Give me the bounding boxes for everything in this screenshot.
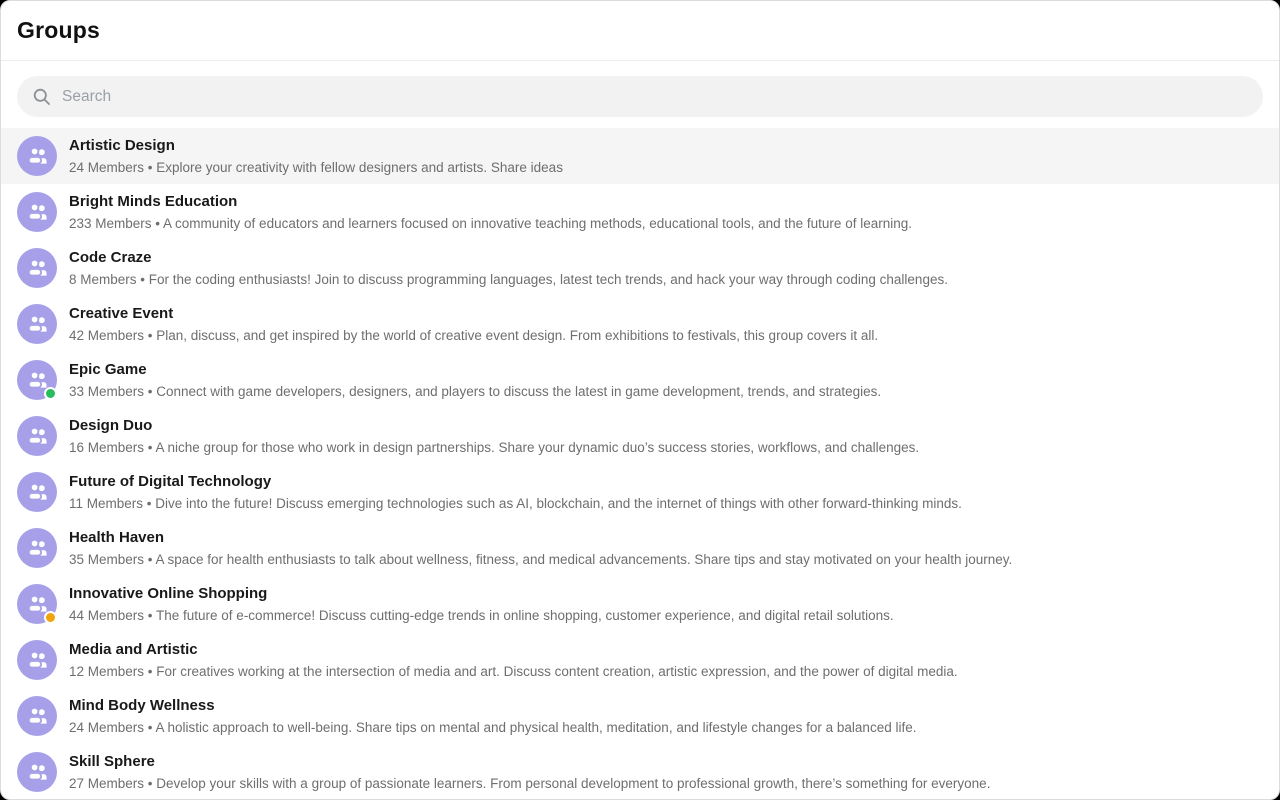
group-list-item[interactable]: [1, 464, 1279, 520]
group-meta: 42 Members • Plan, discuss, and get inspired by the world of creative event design. From exhibitions to festivals, this group covers it all.: [69, 328, 879, 343]
group-avatar: [17, 752, 57, 792]
group-list-item[interactable]: [1, 632, 1279, 688]
group-list-item[interactable]: [1, 576, 1279, 632]
group-people-icon: [17, 752, 57, 792]
group-list-item[interactable]: [1, 744, 1279, 800]
page-title: Groups: [17, 17, 100, 43]
group-avatar: [17, 640, 57, 680]
group-people-icon: [17, 304, 57, 344]
app-header: [1, 1, 1279, 61]
group-info: [69, 472, 962, 512]
search-icon: [31, 86, 52, 107]
group-avatar: [17, 528, 57, 568]
group-info: [69, 696, 916, 736]
group-meta: 35 Members • A space for health enthusiasts to talk about wellness, fitness, and medical advancements. Share tips and stay motivated on your health journey.: [69, 552, 1013, 567]
group-list-item[interactable]: [1, 296, 1279, 352]
group-info: [69, 304, 878, 344]
group-list-item[interactable]: [1, 352, 1279, 408]
group-list-item[interactable]: [1, 128, 1279, 184]
group-info: [69, 752, 990, 792]
group-list-item[interactable]: [1, 408, 1279, 464]
group-people-icon: [17, 192, 57, 232]
group-avatar: [17, 472, 57, 512]
group-info: [69, 640, 958, 680]
search-bar[interactable]: [17, 76, 1263, 117]
group-name: Artistic Design: [69, 137, 175, 154]
group-list: [1, 128, 1279, 800]
group-name: Bright Minds Education: [69, 193, 238, 210]
group-people-icon: [17, 696, 57, 736]
group-info: [69, 360, 881, 400]
group-name: Health Haven: [69, 529, 165, 546]
group-people-icon: [17, 248, 57, 288]
group-info: [69, 248, 948, 288]
group-people-icon: [17, 416, 57, 456]
group-meta: 44 Members • The future of e-commerce! Discuss cutting-edge trends in online shopping, customer experience, and digital retail solutions.: [69, 608, 894, 623]
group-name: Design Duo: [69, 417, 153, 434]
presence-dot: [44, 387, 57, 400]
group-name: Code Craze: [69, 249, 152, 266]
group-people-icon: [17, 136, 57, 176]
group-name: Epic Game: [69, 361, 147, 378]
group-meta: 8 Members • For the coding enthusiasts! Join to discuss programming languages, latest tech trends, and hack your way through coding challenges.: [69, 272, 948, 287]
search-input[interactable]: [62, 88, 1249, 106]
group-avatar: [17, 304, 57, 344]
group-avatar: [17, 248, 57, 288]
search-section: [1, 61, 1279, 128]
group-name: Skill Sphere: [69, 753, 155, 770]
group-list-item[interactable]: [1, 688, 1279, 744]
group-people-icon: [17, 472, 57, 512]
group-info: [69, 192, 912, 232]
group-meta: 12 Members • For creatives working at the intersection of media and art. Discuss content creation, artistic expression, and the power of digital media.: [69, 664, 958, 679]
group-list-item[interactable]: [1, 240, 1279, 296]
group-avatar: [17, 696, 57, 736]
group-avatar: [17, 360, 57, 400]
group-people-icon: [17, 528, 57, 568]
group-info: [69, 528, 1012, 568]
group-name: Media and Artistic: [69, 641, 198, 658]
group-meta: 11 Members • Dive into the future! Discuss emerging technologies such as AI, blockchain, and the internet of things with other forward-thinking minds.: [69, 496, 962, 511]
group-meta: 24 Members • Explore your creativity with fellow designers and artists. Share ideas: [69, 160, 563, 175]
presence-dot: [44, 611, 57, 624]
group-meta: 24 Members • A holistic approach to well-being. Share tips on mental and physical health, meditation, and lifestyle changes for a balanced life.: [69, 720, 917, 735]
group-avatar: [17, 192, 57, 232]
group-avatar: [17, 136, 57, 176]
group-avatar: [17, 584, 57, 624]
group-name: Future of Digital Technology: [69, 473, 272, 490]
group-meta: 27 Members • Develop your skills with a group of passionate learners. From personal development to professional growth, there’s something for everyone.: [69, 776, 991, 791]
group-info: [69, 584, 894, 624]
group-name: Innovative Online Shopping: [69, 585, 268, 602]
group-list-item[interactable]: [1, 520, 1279, 576]
group-info: [69, 416, 919, 456]
group-name: Mind Body Wellness: [69, 697, 215, 714]
group-avatar: [17, 416, 57, 456]
group-people-icon: [17, 640, 57, 680]
group-meta: 233 Members • A community of educators and learners focused on innovative teaching methods, educational tools, and the future of learning.: [69, 216, 912, 231]
group-list-item[interactable]: [1, 184, 1279, 240]
group-name: Creative Event: [69, 305, 174, 322]
group-meta: 16 Members • A niche group for those who work in design partnerships. Share your dynamic duo’s success stories, workflows, and challenges.: [69, 440, 920, 455]
group-meta: 33 Members • Connect with game developers, designers, and players to discuss the latest in game development, trends, and strategies.: [69, 384, 882, 399]
group-info: [69, 136, 563, 176]
